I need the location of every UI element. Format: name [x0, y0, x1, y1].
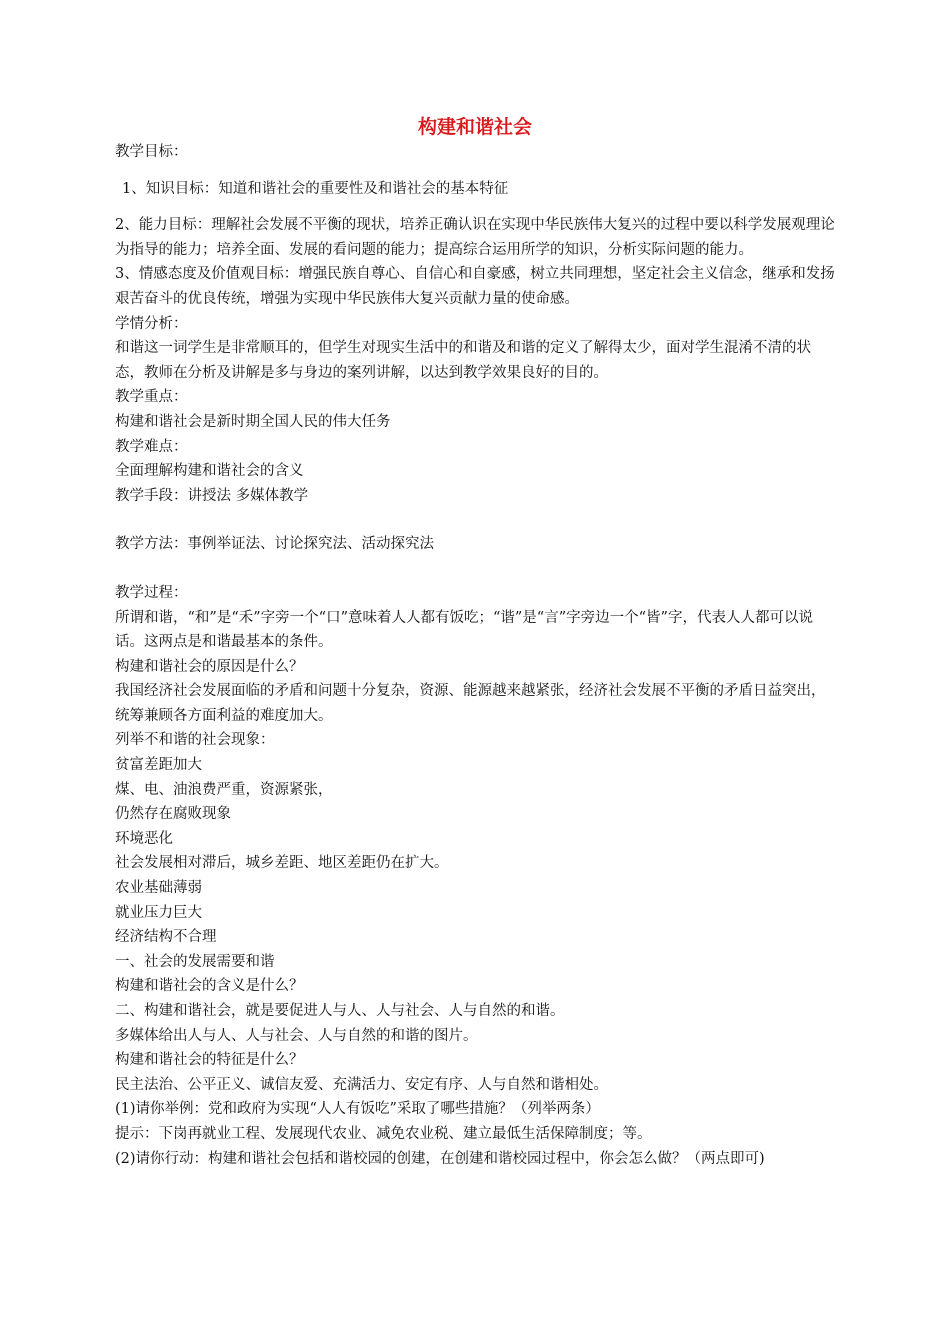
section-two-heading: 二、构建和谐社会，就是要促进人与人、人与社会、人与自然的和谐。 [115, 1003, 565, 1019]
list-item: 就业压力巨大 [115, 904, 202, 921]
section-heading-process: 教学过程： [115, 584, 188, 601]
objective-ability: 2、能力目标：理解社会发展不平衡的现状，培养正确认识在实现中华民族伟大复兴的过程中要以科学发展观理论为指导的能力；培养全面、发展的看问题的能力；提高综合运用所学的知识，分析实际问题的能力。 [115, 217, 835, 258]
list-item: 贫富差距加大 [115, 757, 202, 774]
exercise-1: (1)请你举例：党和政府为实现“人人有饭吃”采取了哪些措施？（列举两条） [115, 1101, 600, 1118]
section-heading-analysis: 学情分析： [115, 315, 188, 332]
section-heading-key-point: 教学重点： [115, 389, 188, 406]
section-heading-difficulty: 教学难点： [115, 438, 188, 455]
list-heading-phenomena: 列举不和谐的社会现象： [115, 732, 275, 749]
list-item: 煤、电、油浪费严重，资源紧张， [115, 781, 333, 798]
document-title: 构建和谐社会 [417, 116, 532, 138]
difficulty-text: 全面理解构建和谐社会的含义 [115, 463, 304, 480]
list-item: 农业基础薄弱 [115, 880, 202, 897]
key-point-text: 构建和谐社会是新时期全国人民的伟大任务 [115, 413, 391, 430]
analysis-paragraph: 和谐这一词学生是非常顺耳的，但学生对现实生活中的和谐及和谐的定义了解得太少，面对学生混淆不清的状态，教师在分析及讲解是多与身边的案列讲解，以达到教学效果良好的目的。 [115, 340, 811, 381]
exercise-2: (2)请你行动：构建和谐社会包括和谐校园的创建，在创建和谐校园过程中，你会怎么做？（两点即可) [115, 1150, 765, 1167]
question-reason: 构建和谐社会的原因是什么？ [115, 658, 304, 675]
teaching-methods: 教学方法：事例举证法、讨论探究法、活动探究法 [115, 536, 434, 553]
section-heading-objectives: 教学目标： [115, 144, 188, 160]
question-features: 构建和谐社会的特征是什么？ [115, 1052, 304, 1069]
teaching-means: 教学手段：讲授法 多媒体教学 [115, 487, 309, 504]
objective-knowledge: 1、知识目标：知道和谐社会的重要性及和谐社会的基本特征 [122, 180, 509, 197]
multimedia-note: 多媒体给出人与人、人与社会、人与自然的和谐的图片。 [115, 1027, 478, 1044]
exercise-1-hint: 提示：下岗再就业工程、发展现代农业、减免农业税、建立最低生活保障制度；等。 [115, 1125, 652, 1142]
document-body [115, 140, 839, 1171]
process-intro: 所谓和谐，“和”是“禾”字旁一个“口”意味着人人都有饭吃；“谐”是“言”字旁边一个“皆”字，代表人人都可以说话。这两点是和谐最基本的条件。 [115, 609, 813, 651]
question-meaning: 构建和谐社会的含义是什么？ [115, 978, 304, 995]
list-item: 仍然存在腐败现象 [115, 806, 231, 823]
features-text: 民主法治、公平正义、诚信友爱、充满活力、安定有序、人与自然和谐相处。 [115, 1076, 608, 1093]
reason-paragraph: 我国经济社会发展面临的矛盾和问题十分复杂，资源、能源越来越紧张，经济社会发展不平衡的矛盾日益突出，统筹兼顾各方面利益的难度加大。 [115, 683, 826, 724]
section-one-heading: 一、社会的发展需要和谐 [115, 953, 275, 970]
objective-emotion: 3、情感态度及价值观目标：增强民族自尊心、自信心和自豪感，树立共同理想，坚定社会主义信念，继承和发扬艰苦奋斗的优良传统，增强为实现中华民族伟大复兴贡献力量的使命感。 [115, 266, 835, 307]
list-item: 环境恶化 [115, 830, 173, 847]
list-item: 社会发展相对滞后，城乡差距、地区差距仍在扩大。 [115, 855, 449, 872]
list-item: 经济结构不合理 [115, 929, 217, 946]
